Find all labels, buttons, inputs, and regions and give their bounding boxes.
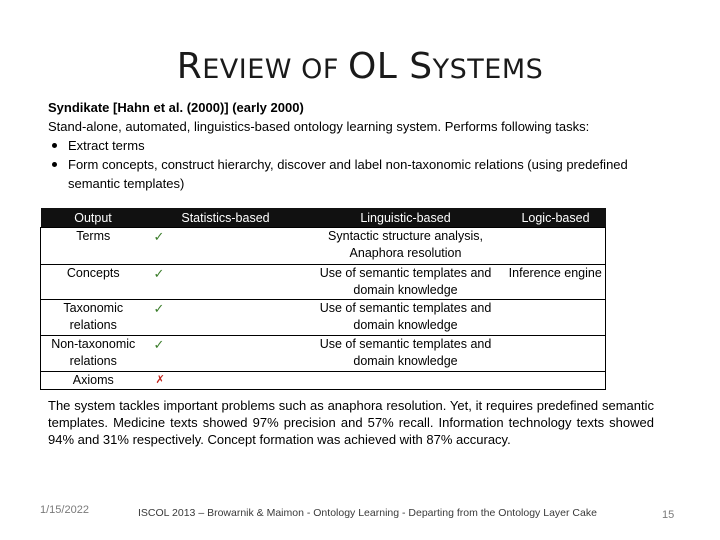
logic-cell <box>506 372 606 390</box>
linguistic-cell <box>306 372 506 390</box>
check-icon: ✓ <box>146 300 306 336</box>
output-cell: Axioms <box>41 372 146 390</box>
table-row <box>41 228 606 265</box>
logic-cell <box>506 300 606 336</box>
system-description: Stand-alone, automated, linguistics-based ontology learning system. Performs following tasks: <box>48 119 590 134</box>
logic-cell: Inference engine <box>506 265 606 300</box>
output-cell: Non-taxonomic relations <box>41 336 146 372</box>
system-heading: Syndikate [Hahn et al. (2000)] (early 2000) <box>48 100 304 115</box>
table-row <box>41 265 606 300</box>
output-cell: Terms <box>41 228 146 265</box>
header-statistics: Statistics-based <box>146 208 306 228</box>
task-item: Form concepts, construct hierarchy, discover and label non-taxonomic relations (using predefined semantic templates) <box>68 155 668 193</box>
check-icon: ✓ <box>146 336 306 372</box>
title-part: EVIEW OF <box>202 54 348 85</box>
table-row <box>41 372 606 390</box>
check-icon: ✓ <box>146 265 306 300</box>
linguistic-cell: Use of semantic templates and domain knowledge <box>306 300 506 336</box>
task-item: Extract terms <box>68 136 668 155</box>
title-part: YSTEMS <box>432 54 544 85</box>
intro-block <box>48 98 668 193</box>
table-row <box>41 300 606 336</box>
footer-citation: ISCOL 2013 – Browarnik & Maimon - Ontology Learning - Departing from the Ontology Layer Cake <box>138 507 597 519</box>
header-output: Output <box>41 208 146 228</box>
table-row <box>41 336 606 372</box>
linguistic-cell: Use of semantic templates and domain knowledge <box>306 265 506 300</box>
summary-text: The system tackles important problems such as anaphora resolution. Yet, it requires predefined semantic templates. Medicine texts showed 97% precision and 57% recall. Information technology texts showed 94% and 31% respectively. Concept formation was achieved with 87% accuracy. <box>48 398 654 447</box>
table-header-row <box>41 208 606 228</box>
ol-comparison-table <box>40 208 606 390</box>
output-cell: Concepts <box>41 265 146 300</box>
logic-cell <box>506 228 606 265</box>
cross-icon: ✗ <box>146 372 306 390</box>
footer-date: 1/15/2022 <box>40 504 89 516</box>
title-part: R <box>176 46 203 87</box>
page-number: 15 <box>662 509 675 521</box>
output-cell: Taxonomic relations <box>41 300 146 336</box>
linguistic-cell: Use of semantic templates and domain knowledge <box>306 336 506 372</box>
check-icon: ✓ <box>146 228 306 265</box>
header-linguistic: Linguistic-based <box>306 208 506 228</box>
linguistic-cell: Syntactic structure analysis, Anaphora resolution <box>306 228 506 265</box>
logic-cell <box>506 336 606 372</box>
slide-title <box>0 46 720 87</box>
header-logic: Logic-based <box>506 208 606 228</box>
task-list <box>48 136 668 193</box>
title-part: OL S <box>347 46 433 87</box>
